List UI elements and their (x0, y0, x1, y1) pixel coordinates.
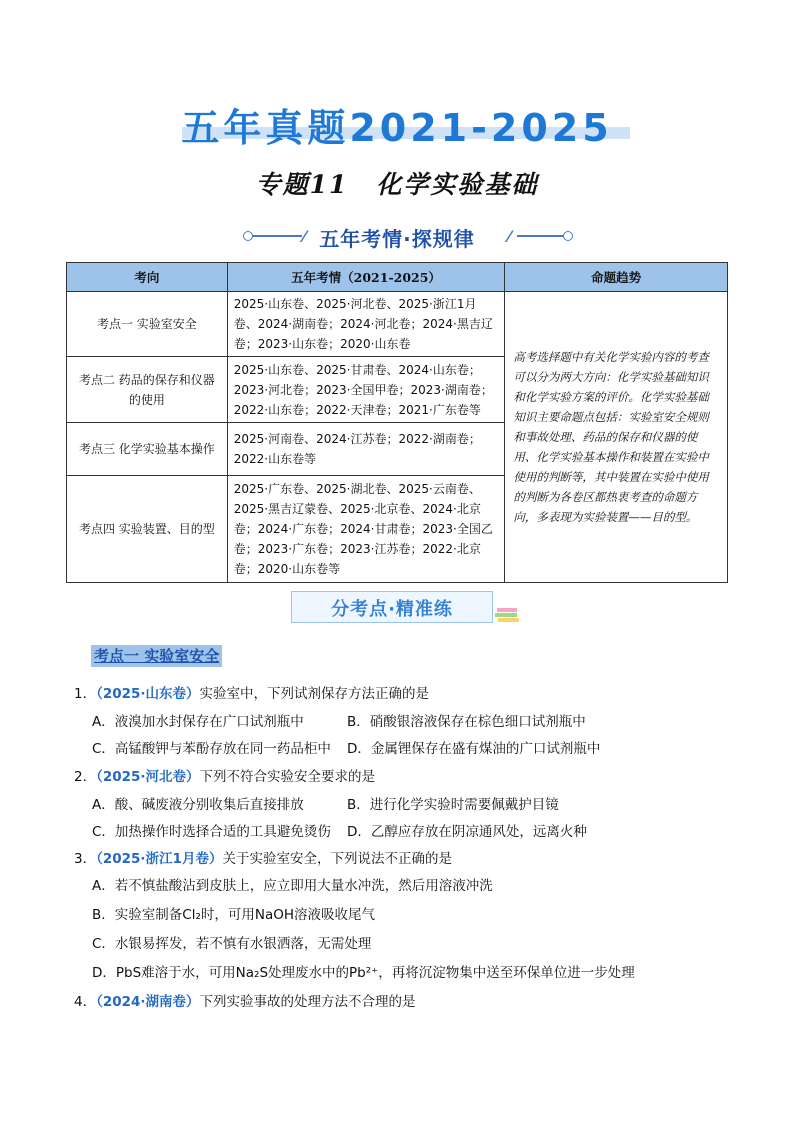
option-d: D．金属锂保存在盛有煤油的广口试剂瓶中 (347, 741, 601, 757)
question-source: （2025·河北卷） (96, 769, 200, 785)
subtitle-name: 化学实验基础 (376, 170, 539, 199)
subtitle (0, 165, 794, 201)
question-stem: 下列实验事故的处理方法不合理的是 (199, 994, 416, 1010)
header-cell: 考向 (67, 263, 228, 292)
decor-line (517, 235, 565, 237)
topic-cell: 考点一 实验室安全 (67, 292, 228, 357)
conditions-cell: 2025·山东卷、2025·甘肃卷、2024·山东卷；2023·河北卷；2023·全国甲卷；2023·湖南卷；2022·山东卷；2022·天津卷；2021·广东卷等 (227, 357, 505, 423)
option-a: A．酸、碱废液分别收集后直接排放 (92, 797, 304, 813)
option-c: C．水银易挥发，若不慎有水银洒落，无需处理 (92, 936, 372, 952)
conditions-cell: 2025·河南卷、2024·江苏卷；2022·湖南卷；2022·山东卷等 (227, 423, 505, 476)
question-stem: 关于实验室安全，下列说法不正确的是 (222, 851, 452, 867)
question-stem: 实验室中，下列试剂保存方法正确的是 (199, 686, 430, 702)
question-number: 4． (74, 994, 97, 1010)
topic-cell: 考点四 实验装置、目的型 (67, 476, 228, 583)
conditions-cell: 2025·山东卷、2025·河北卷、2025·浙江1月卷、2024·湖南卷；2024·河北卷；2024·黑吉辽卷；2023·山东卷；2020·山东卷 (227, 292, 505, 357)
header-cell: 五年考情（2021-2025） (227, 263, 505, 292)
option-d: D．乙醇应存放在阴凉通风处，远离火种 (347, 824, 587, 840)
subtitle-topic: 专题11 (255, 170, 349, 199)
conditions-cell: 2025·广东卷、2025·湖北卷、2025·云南卷、2025·黑吉辽蒙卷、2025·北京卷、2024·北京卷；2024·广东卷；2024·甘肃卷；2023·全国乙卷；2023·广东卷；2023·江苏卷；2022·北京卷；2020·山东卷等 (227, 476, 505, 583)
option-a: A．液溴加水封保存在广口试剂瓶中 (92, 714, 304, 730)
option-c: C．加热操作时选择合适的工具避免烫伤 (92, 824, 331, 840)
question-number: 1． (74, 686, 97, 702)
practice-label: 分考点·精准练 (331, 599, 453, 620)
main-title (0, 97, 794, 152)
question-stem: 下列不符合实验安全要求的是 (199, 769, 376, 785)
decor-slash: ⁄ (303, 227, 306, 246)
section-title-lab-safety: 考点一 实验室安全 (91, 645, 222, 667)
option-b: B．硝酸银溶液保存在棕色细口试剂瓶中 (347, 714, 586, 730)
question-source: （2025·山东卷） (96, 686, 200, 702)
header-cell: 命题趋势 (505, 263, 728, 292)
books-icon (495, 606, 521, 624)
question-2 (74, 765, 375, 785)
decor-dot (563, 231, 573, 241)
option-b: B．实验室制备Cl₂时，可用NaOH溶液吸收尾气 (92, 907, 375, 923)
question-1 (74, 682, 429, 702)
trend-cell: 高考选择题中有关化学实验内容的考查可以分为两大方向：化学实验基础知识和化学实验方案的评价。化学实验基础知识主要命题点包括：实验室安全规则和事故处理、药品的保存和仪器的使用、化学实验基本操作和装置在实验中使用的判断等，其中装置在实验中使用的判断为各卷区都热衷考查的命题方向，多表现为实验装置——目的型。 (505, 292, 728, 583)
option-b: B．进行化学实验时需要佩戴护目镜 (347, 797, 559, 813)
practice-banner (291, 591, 493, 623)
table-header-row (67, 263, 728, 292)
option-a: A．若不慎盐酸沾到皮肤上，应立即用大量水冲洗，然后用溶液冲洗 (92, 878, 493, 894)
question-source: （2024·湖南卷） (96, 994, 200, 1010)
section-heading-label: 五年考情·探规律 (319, 227, 475, 251)
topic-cell: 考点二 药品的保存和仪器的使用 (67, 357, 228, 423)
question-source: （2025·浙江1月卷） (96, 851, 223, 867)
option-d: D．PbS难溶于水，可用Na₂S处理废水中的Pb²⁺，再将沉淀物集中送至环保单位进一步处理 (92, 965, 635, 981)
question-3 (74, 847, 452, 867)
decor-slash: ⁄ (508, 227, 511, 246)
main-title-text: 五年真题2021-2025 (181, 106, 613, 150)
option-c: C．高锰酸钾与苯酚存放在同一药品柜中 (92, 741, 331, 757)
question-number: 2． (74, 769, 97, 785)
topic-cell: 考点三 化学实验基本操作 (67, 423, 228, 476)
overview-table (66, 262, 728, 583)
table-row (67, 292, 728, 357)
question-number: 3． (74, 851, 97, 867)
section-heading-overview (0, 223, 794, 249)
question-4 (74, 990, 416, 1010)
